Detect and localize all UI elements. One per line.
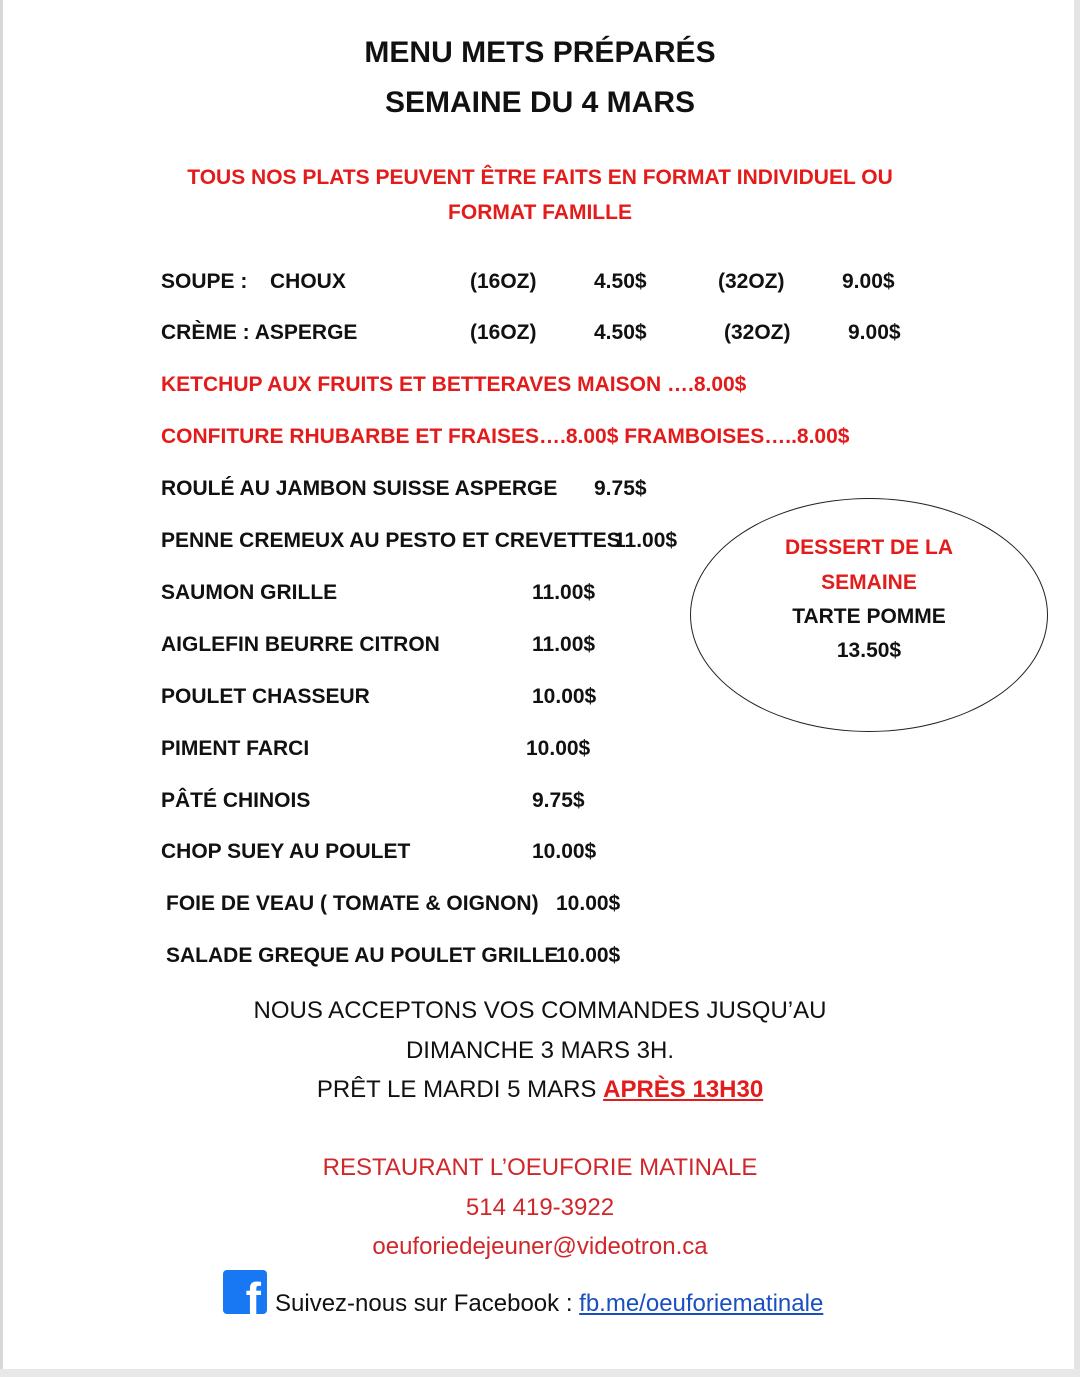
menu-item-price: 10.00$: [526, 737, 591, 760]
menu-item-name: FOIE DE VEAU ( TOMATE & OIGNON): [166, 892, 539, 915]
menu-item-name: SALADE GREQUE AU POULET GRILLE: [166, 944, 559, 967]
menu-item-name: CHOP SUEY AU POULET: [161, 840, 411, 863]
menu-item-name: ROULÉ AU JAMBON SUISSE ASPERGE: [161, 477, 558, 500]
restaurant-phone[interactable]: 514 419-3922: [465, 1194, 615, 1221]
format-notice-line1: TOUS NOS PLATS PEUVENT ÊTRE FAITS EN FORMAT INDIVIDUEL OU: [187, 166, 893, 189]
ketchup-special: KETCHUP AUX FRUITS ET BETTERAVES MAISON ….8.00$: [161, 373, 747, 396]
menu-item-price: 10.00$: [532, 840, 597, 863]
menu-item-price: 9.75$: [594, 477, 647, 500]
menu-item-price: 9.75$: [532, 789, 585, 812]
soup-price-small: 4.50$: [594, 270, 647, 293]
menu-item-price: 11.00$: [614, 529, 678, 552]
menu-item-price: 10.00$: [532, 685, 597, 708]
page-title: MENU METS PRÉPARÉS: [364, 36, 716, 69]
restaurant-email[interactable]: oeuforiedejeuner@videotron.ca: [372, 1233, 708, 1260]
orders-line1: NOUS ACCEPTONS VOS COMMANDES JUSQU’AU: [253, 997, 827, 1024]
creme-label: CRÈME : ASPERGE: [161, 321, 358, 344]
orders-line2: DIMANCHE 3 MARS 3H.: [405, 1037, 675, 1064]
dessert-price: 13.50$: [836, 639, 902, 662]
orders-line3: [0, 1076, 1080, 1104]
menu-item-price: 10.00$: [556, 892, 621, 915]
soup-label: SOUPE :: [161, 270, 248, 293]
menu-item-name: PENNE CREMEUX AU PESTO ET CREVETTES: [161, 529, 621, 552]
dessert-name: TARTE POMME: [792, 605, 946, 628]
creme-size-small: (16OZ): [470, 321, 537, 344]
soup-price-large: 9.00$: [842, 270, 895, 293]
pickup-deadline: APRÈS 13H30: [603, 1076, 764, 1103]
menu-item-price: 11.00$: [532, 581, 596, 604]
menu-item-name: PIMENT FARCI: [161, 737, 310, 760]
facebook-link[interactable]: fb.me/oeuforiematinale: [579, 1290, 824, 1317]
creme-size-large: (32OZ): [724, 321, 791, 344]
menu-item-name: PÂTÉ CHINOIS: [161, 789, 311, 812]
facebook-f-glyph: f: [245, 1273, 261, 1314]
menu-item-name: POULET CHASSEUR: [161, 685, 370, 708]
soup-size-large: (32OZ): [718, 270, 785, 293]
page-subtitle-week: SEMAINE DU 4 MARS: [384, 86, 696, 119]
facebook-follow: [275, 1290, 823, 1318]
menu-item-price: 11.00$: [532, 633, 596, 656]
confiture-special: CONFITURE RHUBARBE ET FRAISES….8.00$ FRAMBOISES…..8.00$: [161, 425, 850, 448]
dessert-label-line2: SEMAINE: [821, 571, 917, 594]
facebook-icon[interactable]: [223, 1270, 267, 1314]
soup-size-small: (16OZ): [470, 270, 537, 293]
dessert-label-line1: DESSERT DE LA: [784, 536, 954, 559]
creme-price-small: 4.50$: [594, 321, 647, 344]
menu-item-price: 10.00$: [556, 944, 621, 967]
soup-name: CHOUX: [270, 270, 346, 293]
facebook-follow-text: Suivez-nous sur Facebook :: [275, 1290, 580, 1317]
menu-item-name: AIGLEFIN BEURRE CITRON: [161, 633, 440, 656]
creme-price-large: 9.00$: [848, 321, 901, 344]
page-edge-bottom: [0, 1369, 1080, 1377]
pickup-text: PRÊT LE MARDI 5 MARS: [316, 1076, 604, 1103]
menu-item-name: SAUMON GRILLE: [161, 581, 338, 604]
format-notice-line2: FORMAT FAMILLE: [448, 201, 632, 224]
restaurant-name: RESTAURANT L’OEUFORIE MATINALE: [322, 1154, 758, 1181]
